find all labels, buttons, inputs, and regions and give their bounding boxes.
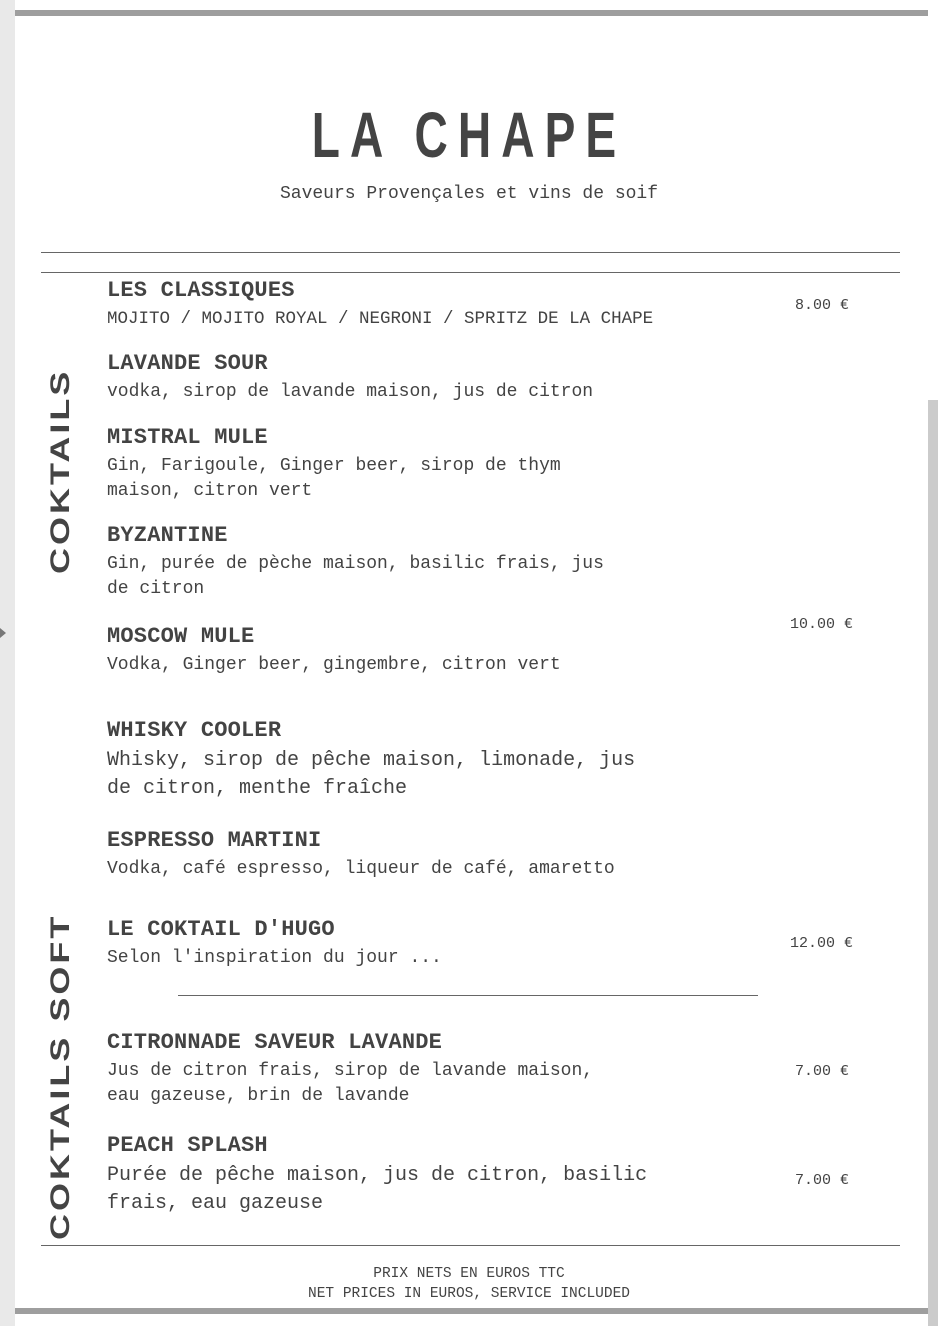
top-border <box>15 10 928 16</box>
menu-item <box>107 918 442 971</box>
price: 12.00 € <box>790 935 854 952</box>
menu-item <box>107 426 561 504</box>
menu-item-description: Gin, purée de pèche maison, basilic frais, jus de citron <box>107 554 604 599</box>
footer-line-en: NET PRICES IN EUROS, SERVICE INCLUDED <box>308 1286 630 1302</box>
menu-item <box>107 279 653 332</box>
footer-line-fr: PRIX NETS EN EUROS TTC <box>373 1266 565 1282</box>
price: 8.00 € <box>795 297 850 314</box>
bottom-border <box>15 1308 928 1314</box>
menu-item-description: Purée de pêche maison, jus de citron, basilic frais, eau gazeuse <box>107 1164 648 1215</box>
expand-arrow-icon[interactable] <box>0 628 6 638</box>
menu-item-name: WHISKY COOLER <box>107 718 282 743</box>
menu-item-description: Jus de citron frais, sirop de lavande maison, eau gazeuse, brin de lavande <box>107 1061 594 1106</box>
section-label-coktails: COKTAILS <box>44 368 75 574</box>
menu-item <box>107 352 593 405</box>
menu-item-name: PEACH SPLASH <box>107 1133 268 1158</box>
divider <box>41 1245 900 1246</box>
menu-item <box>107 625 561 678</box>
menu-item-description: Vodka, café espresso, liqueur de café, amaretto <box>107 859 615 879</box>
menu-item-description: MOJITO / MOJITO ROYAL / NEGRONI / SPRITZ DE LA CHAPE <box>107 309 654 329</box>
menu-item-name: CITRONNADE SAVEUR LAVANDE <box>107 1030 443 1055</box>
divider <box>41 272 900 273</box>
menu-item-name: BYZANTINE <box>107 523 228 548</box>
menu-item-name: LE COKTAIL D'HUGO <box>107 917 335 942</box>
scrollbar[interactable] <box>928 400 938 1326</box>
menu-item-description: Selon l'inspiration du jour ... <box>107 948 442 968</box>
menu-item-description: Whisky, sirop de pêche maison, limonade, jus de citron, menthe fraîche <box>107 749 636 800</box>
price: 10.00 € <box>790 616 854 633</box>
section-divider <box>178 995 758 996</box>
section-label-coktails-soft: COKTAILS SOFT <box>44 913 75 1240</box>
menu-item-name: MISTRAL MULE <box>107 425 268 450</box>
menu-item-name: LES CLASSIQUES <box>107 278 295 303</box>
menu-item <box>107 1031 593 1109</box>
price: 7.00 € <box>795 1172 850 1189</box>
menu-item <box>107 719 635 803</box>
menu-item-description: Gin, Farigoule, Ginger beer, sirop de thym maison, citron vert <box>107 456 561 501</box>
menu-item <box>107 524 604 602</box>
menu-item-name: MOSCOW MULE <box>107 624 255 649</box>
menu-item-description: vodka, sirop de lavande maison, jus de citron <box>107 382 594 402</box>
menu-item-description: Vodka, Ginger beer, gingembre, citron vert <box>107 655 561 675</box>
restaurant-title: LA CHAPE <box>311 99 627 171</box>
divider <box>41 252 900 253</box>
menu-item-name: ESPRESSO MARTINI <box>107 828 322 853</box>
restaurant-subtitle: Saveurs Provençales et vins de soif <box>279 184 659 204</box>
menu-item <box>107 829 615 882</box>
price: 7.00 € <box>795 1063 850 1080</box>
footer <box>0 1264 938 1304</box>
menu-item-name: LAVANDE SOUR <box>107 351 268 376</box>
menu-item <box>107 1134 647 1218</box>
